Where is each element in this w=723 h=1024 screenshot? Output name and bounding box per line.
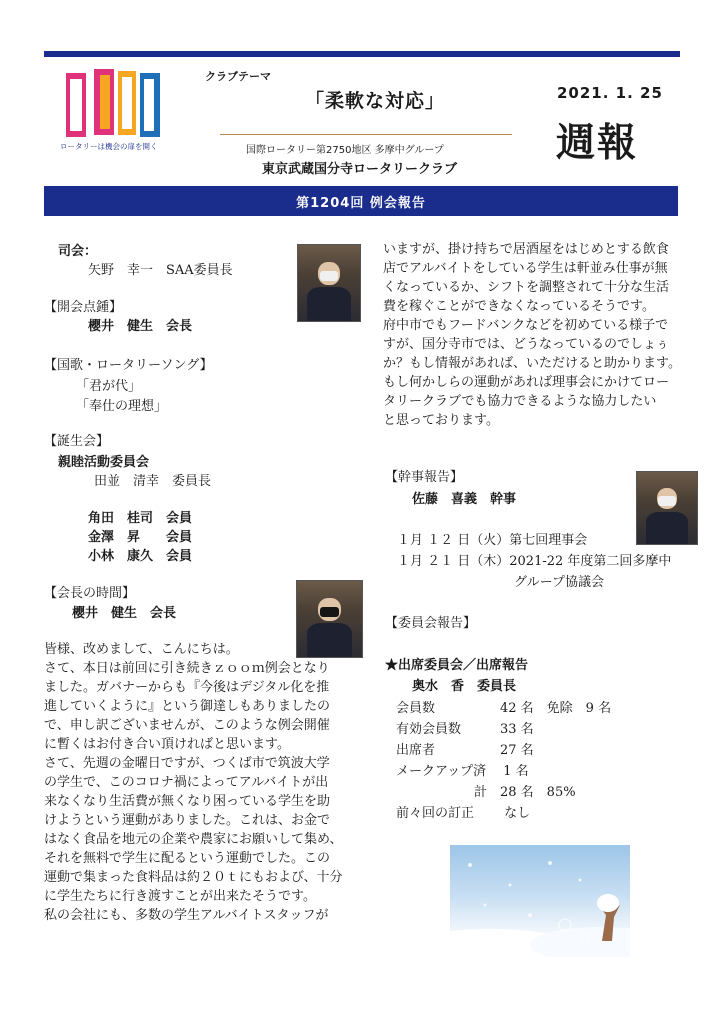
emcee-name: 矢野 幸一 SAA委員長: [88, 263, 233, 278]
secretary-photo: [636, 471, 698, 545]
secretary-heading: 【幹事報告】: [385, 470, 464, 485]
speech-line: さて、本日は前回に引き続きｚｏｏｍ例会となり: [44, 661, 330, 676]
attendance-row: 前々回の訂正 なし: [396, 806, 531, 821]
speech-line: けようという運動がありました。これは、お金で: [44, 813, 331, 828]
attendance-row: 有効会員数 33 名: [396, 722, 534, 737]
club-name: 東京武蔵国分寺ロータリークラブ: [262, 162, 458, 177]
snow-tree-icon: [450, 845, 630, 957]
attendance-row: 出席者 27 名: [396, 743, 534, 758]
speech-line: か？もし情報があれば、いただけると助かります。: [383, 356, 681, 371]
president-speech: [44, 640, 342, 925]
attendance-row: メークアップ済 1 名: [396, 764, 529, 779]
president-heading: 【会長の時間】: [44, 586, 136, 601]
birthday-committee: 親睦活動委員会: [58, 455, 150, 470]
birthday-member: 金澤 昇 会員: [88, 530, 193, 545]
anthem-2: 「奉仕の理想」: [76, 399, 168, 414]
meeting-banner: 第1204回 例会報告: [44, 186, 678, 216]
anthem-heading: 【国歌・ロータリーソング】: [44, 358, 213, 373]
winter-illustration: [450, 845, 630, 957]
attendance-heading: ★出席委員会／出席報告: [385, 658, 529, 673]
anthem-1: 「君が代」: [76, 379, 142, 394]
club-theme-label: クラブテーマ: [205, 70, 271, 83]
speech-line: に暫くはお付き合い頂ければと思います。: [44, 737, 290, 752]
birthday-member: 小林 康久 会員: [88, 549, 193, 564]
speech-line: すが、国分寺市では、どうなっているのでしょぅ: [383, 337, 670, 352]
club-theme: 「柔軟な対応」: [305, 90, 446, 112]
speech-line: 運動で集まった食料品は約２０ｔにもおよび、十分: [44, 870, 343, 885]
opening-heading: 【開会点鍾】: [44, 300, 123, 315]
page-title: 週報: [556, 121, 639, 166]
secretary-name: 佐藤 喜義 幹事: [412, 492, 517, 507]
speech-line: で、申し訳ございませんが、このような例会開催: [44, 718, 330, 733]
speech-line: と思っております。: [383, 413, 499, 428]
secretary-item: １月 ２１ 日（木）2021-22 年度第二回多摩中: [397, 554, 672, 569]
emcee-photo: [297, 244, 361, 322]
secretary-item: グループ協議会: [397, 575, 604, 590]
speech-line: 府中市でもフードバンクなどを初めている様子で: [383, 318, 669, 333]
speech-line: タリークラブでも協力できるような協力したい: [383, 394, 657, 409]
speech-line: 来なくなり生活費が無くなり困っている学生を助: [44, 794, 331, 809]
speech-line: さて、先週の金曜日ですが、つくば市で筑波大学: [44, 756, 330, 771]
rotary-doors-logo: [60, 67, 164, 139]
secretary-item: １月 １２ 日（火）第七回理事会: [397, 533, 588, 548]
speech-continued: [383, 240, 681, 430]
attendance-row: 会員数 42 名 免除 9 名: [396, 701, 612, 716]
logo-caption: ロータリーは機会の扉を開く: [60, 142, 158, 151]
president-name: 櫻井 健生 会長: [72, 606, 177, 621]
speech-line: ました。ガバナーからも『今後はデジタル化を推: [44, 680, 330, 695]
speech-line: くなっているか、シフトを調整されて十分な生活: [383, 280, 670, 295]
speech-line: 皆様、改めまして、こんにちは。: [44, 642, 239, 657]
speech-line: もし何かしらの運動があれば理事会にかけてロー: [383, 375, 670, 390]
speech-line: 店でアルバイトをしている学生は軒並み仕事が無: [383, 261, 668, 276]
attendance-table: [396, 698, 611, 824]
speech-line: 私の会社にも、多数の学生アルバイトスタッフが: [44, 908, 329, 923]
birthday-member: 角田 桂司 会員: [88, 511, 193, 526]
speech-line: の学生で、このコロナ禍によってアルバイトが出: [44, 775, 329, 790]
speech-line: はなく食品を地元の企業や農家にお願いして集め、: [44, 832, 343, 847]
speech-line: 費を稼ぐことができなくなっているそうです。: [383, 299, 655, 314]
speech-line: いますが、掛け持ちで居酒屋をはじめとする飲食: [383, 242, 669, 257]
attendance-chair: 奥水 香 委員長: [412, 679, 517, 694]
district-line: 国際ロータリー第2750地区 多摩中グループ: [246, 145, 444, 156]
opening-name: 櫻井 健生 会長: [88, 319, 193, 334]
theme-divider: [220, 134, 512, 135]
top-rule: [44, 51, 680, 57]
speech-line: に学生たちに行き渡すことが出来たそうです。: [44, 889, 316, 904]
attendance-row: 計 28 名 85%: [396, 785, 576, 800]
birthday-heading: 【誕生会】: [44, 434, 110, 449]
speech-line: それを無料で学生に配るという運動でした。この: [44, 851, 331, 866]
issue-date: 2021. 1. 25: [557, 84, 663, 102]
committee-heading: 【委員会報告】: [385, 616, 477, 631]
birthday-chair: 田並 清幸 委員長: [94, 474, 212, 489]
speech-line: 進していくように』という御達しもありましたの: [44, 699, 331, 714]
emcee-heading: 司会：: [58, 244, 98, 259]
